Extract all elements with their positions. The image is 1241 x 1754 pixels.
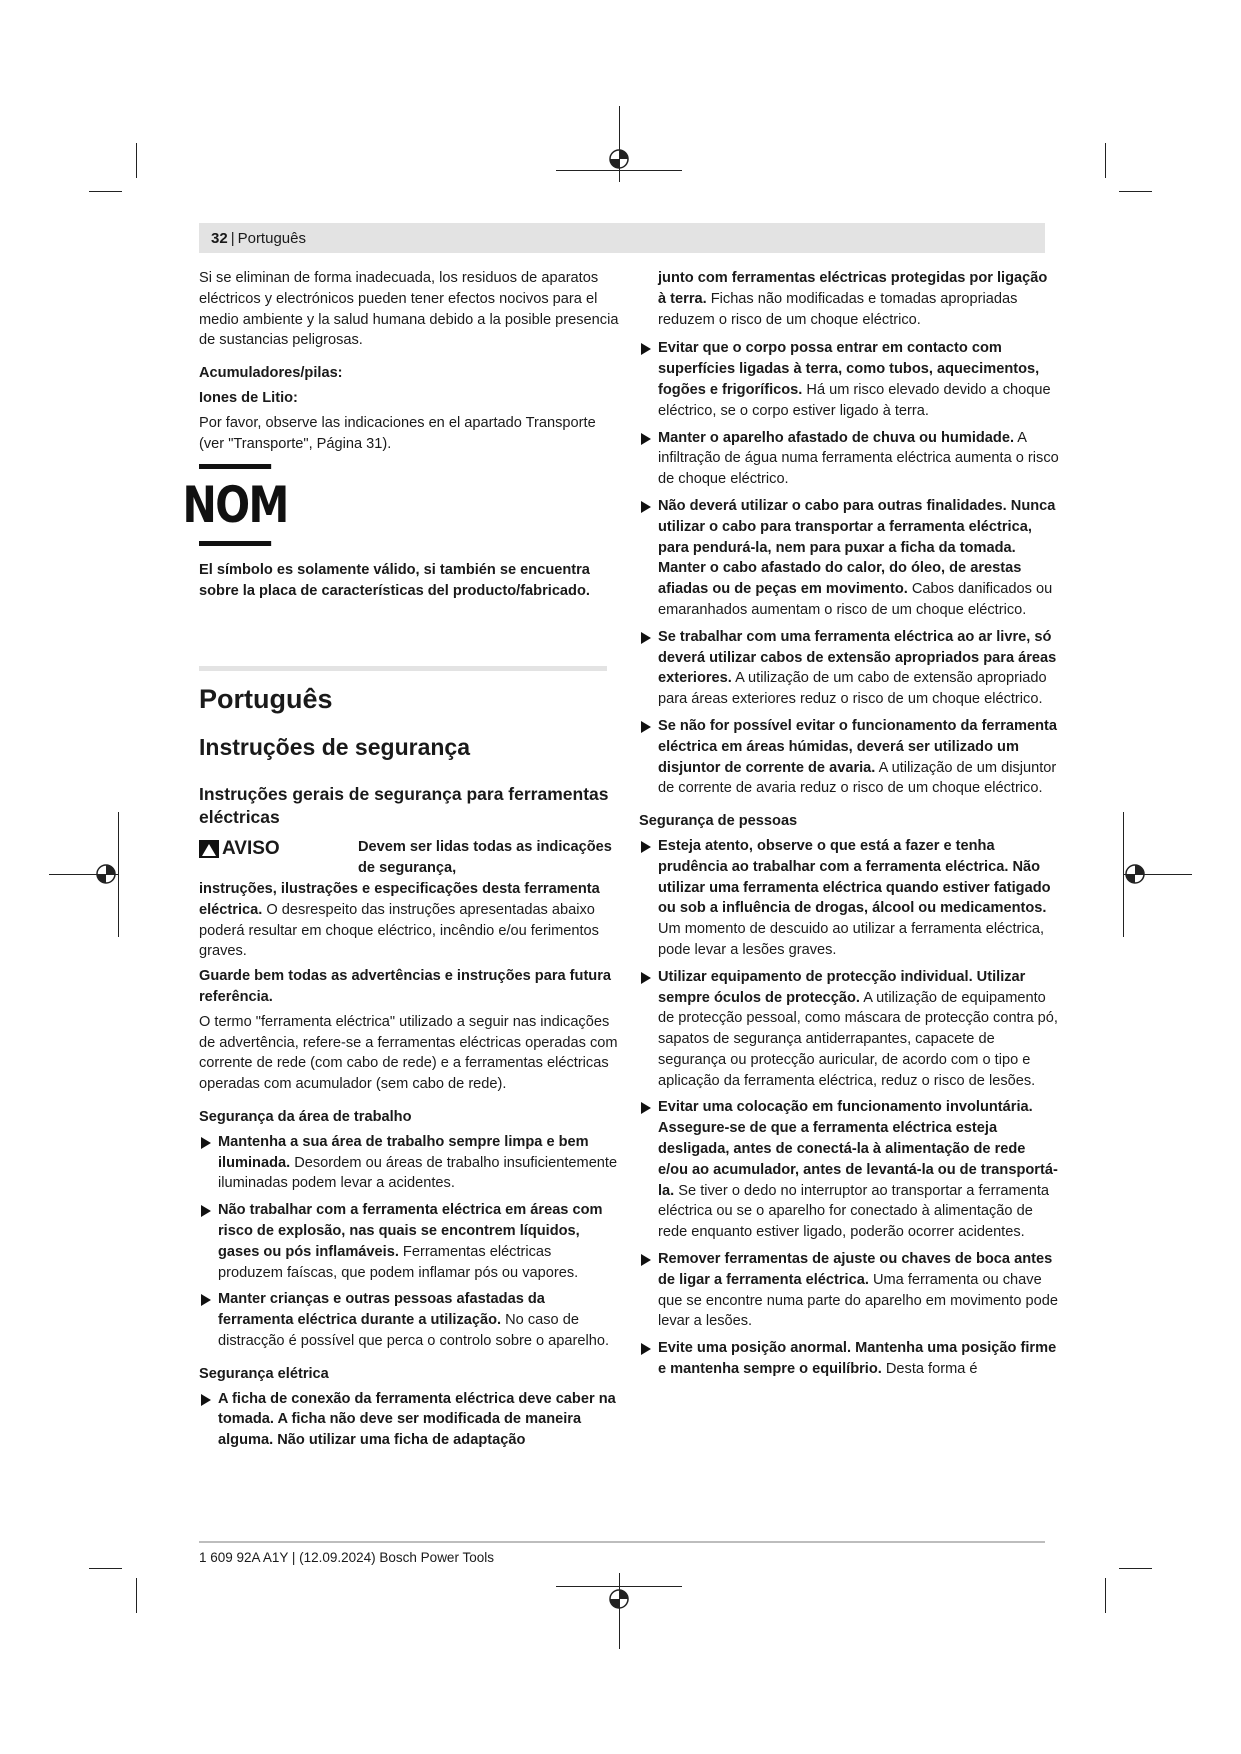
list-item (639, 1249, 1059, 1332)
electrical-list-start (199, 1389, 619, 1451)
list-item (639, 967, 1059, 1092)
persons-list (639, 836, 1059, 1380)
work-area-heading: Segurança da área de trabalho (199, 1108, 412, 1125)
list-item-text: Cabos danificados ou emaranhados aumentam o risco de um choque eléctrico. (658, 581, 1053, 618)
list-item-text: Há um risco elevado devido a choque eléctrico, se o corpo estiver ligado à terra. (658, 381, 1051, 419)
list-item (639, 496, 1059, 621)
list-item (639, 1097, 1059, 1243)
list-item (199, 1200, 619, 1283)
registration-line (556, 170, 682, 171)
continuation-text: Fichas não modificadas e tomadas apropriadas reduzem o risco de um choque eléctrico. (658, 290, 1018, 328)
list-item-bold: Evitar que o corpo possa entrar em contacto com superfícies ligadas à terra, como tubos, aquecimentos, fogões e frigoríficos. (658, 340, 1040, 398)
registration-target-icon (608, 1588, 630, 1610)
list-item-bold: Evite uma posição anormal. Mantenha uma posição firme e mantenha sempre o equilíbrio. (658, 1340, 1057, 1378)
nom-logo: NOM (199, 464, 271, 546)
registration-line (118, 812, 119, 937)
page-header (199, 223, 1045, 253)
list-item-text: Ferramentas eléctricas produzem faíscas, que podem inflamar pós ou vapores. (218, 1243, 579, 1281)
right-column (639, 268, 1059, 1380)
list-item (639, 627, 1059, 710)
list-item-text: Desta forma é (881, 1361, 978, 1378)
list-item (639, 716, 1059, 799)
list-item-text: A infiltração de água numa ferramenta eléctrica aumenta o risco de choque eléctrico. (658, 429, 1059, 488)
list-item-bold: Remover ferramentas de ajuste ou chaves de boca antes de ligar a ferramenta eléctrica. (658, 1251, 1053, 1288)
list-item (639, 836, 1059, 961)
work-area-list (199, 1132, 619, 1352)
registration-target-icon (1124, 863, 1146, 885)
crop-mark (136, 1578, 137, 1613)
list-item-bold: Se trabalhar com uma ferramenta eléctrica ao ar livre, só deverá utilizar cabos de extensão apropriados para áreas exteriores. (658, 628, 1057, 687)
subsection-title: Instruções gerais de segurança para ferramentas eléctricas (199, 783, 609, 827)
warning-cont-bold: instruções, ilustrações e especificações desta ferramenta eléctrica. (199, 880, 600, 918)
registration-line (619, 1573, 620, 1649)
registration-line (556, 1586, 682, 1587)
batteries-heading: Acumuladores/pilas: (199, 365, 343, 382)
crop-mark (1105, 143, 1106, 178)
list-item-bold: Utilizar equipamento de protecção individual. Utilizar sempre óculos de protecção. (658, 968, 1026, 1006)
list-item-text: A utilização de equipamento de protecção pessoal, como máscara de protecção contra pó, sapatos de segurança antiderrapantes, capacete de segurança ou protecção auricular, de acordo com o tipo e aplicação da ferramenta eléctrica, reduz o risco de lesões. (658, 989, 1058, 1089)
keep-instructions: Guarde bem todas as advertências e instruções para futura referência. (199, 968, 612, 1005)
footer-rule (199, 1541, 1045, 1543)
list-item (639, 338, 1059, 421)
list-item-bold: Manter o aparelho afastado de chuva ou humidade. (658, 429, 1014, 446)
continuation-bold: junto com ferramentas eléctricas protegidas por ligação à terra. (658, 270, 1048, 307)
page-number: 32 (211, 229, 228, 247)
list-item-text: Desordem ou áreas de trabalho insuficientemente iluminadas podem levar a acidentes. (218, 1154, 618, 1192)
header-separator: | (230, 229, 235, 247)
list-item-bold: Manter crianças e outras pessoas afastadas da ferramenta eléctrica durante a utilização. (218, 1291, 545, 1329)
warning-label-text: AVISO (222, 837, 280, 859)
list-item-text: Se tiver o dedo no interruptor ao transportar a ferramenta eléctrica ou se o aparelho for conectado à alimentação de rede enquanto estiver ligado, poderão ocorrer acidentes. (658, 1182, 1050, 1241)
persons-heading: Segurança de pessoas (639, 813, 798, 830)
header-language: Português (237, 229, 306, 247)
term-definition: O termo "ferramenta eléctrica" utilizado a seguir nas indicações de advertência, refere-se a ferramentas eléctricas operadas com corrente de rede (com cabo de rede) e a ferramentas eléctricas operadas com acumulador (sem cabo de rede). (199, 1013, 618, 1093)
language-title: Português (199, 683, 333, 714)
list-item-text: A utilização de um disjuntor de corrente de avaria reduz o risco de um choque eléctrico. (658, 759, 1057, 797)
warning-label (199, 839, 280, 860)
list-item-text: Uma ferramenta ou chave que se encontre numa parte do aparelho em movimento pode levar a lesões. (658, 1271, 1058, 1330)
crop-mark (89, 1568, 122, 1569)
list-item-text: No caso de distracção é possível que perca o controlo sobre o aparelho. (218, 1312, 610, 1349)
section-title: Instruções de segurança (199, 733, 470, 760)
spanish-disposal-paragraph: Si se eliminan de forma inadecuada, los residuos de aparatos eléctricos y electrónicos pueden tener efectos nocivos para el medio ambiente y la salud humana debido a la posible presencia de sustancias peligrosas. (199, 270, 619, 349)
list-item-bold: Não deverá utilizar o cabo para outras finalidades. Nunca utilizar o cabo para transportar a ferramenta eléctrica, para pendurá-la, nem para puxar a ficha da tomada. Manter o cabo afastado do calor, do óleo, de arestas afiadas ou de peças em movimento. (658, 497, 1056, 598)
warning-lead: Devem ser lidas todas as indicações de segurança, (358, 838, 612, 876)
list-item (199, 1132, 619, 1194)
warning-cont-text: O desrespeito das instruções apresentadas abaixo poderá resultar em choque eléctrico, incêndio e/ou ferimentos graves. (199, 901, 599, 960)
list-item-bold: Se não for possível evitar o funcionamento da ferramenta eléctrica em áreas húmidas, deverá ser utilizado um disjuntor de corrente de avaria. (658, 717, 1057, 776)
registration-target-icon (95, 863, 117, 885)
crop-mark (1119, 191, 1152, 192)
electrical-list (639, 338, 1059, 799)
lithium-heading: Iones de Litio: (199, 389, 298, 406)
warning-triangle-icon (199, 840, 219, 858)
crop-mark (1119, 1568, 1152, 1569)
page-footer: 1 609 92A A1Y | (12.09.2024) Bosch Power Tools (199, 1550, 494, 1565)
list-item-text: Um momento de descuido ao utilizar a ferramenta eléctrica, pode levar a lesões graves. (658, 921, 1045, 958)
left-column (182, 268, 619, 1451)
crop-mark (1105, 1578, 1106, 1613)
list-item-bold: Esteja atento, observe o que está a fazer e tenha prudência ao trabalhar com a ferramenta eléctrica. Não utilizar uma ferramenta eléctrica quando estiver fatigado ou sob a influência de drogas, álcool ou medicamentos. (658, 837, 1051, 917)
electrical-heading: Segurança elétrica (199, 1365, 329, 1382)
continuation-paragraph (639, 268, 1059, 330)
section-divider (199, 666, 607, 671)
registration-target-icon (608, 148, 630, 170)
list-item-text: A utilização de um cabo de extensão apropriado para áreas exteriores reduz o risco de um choque eléctrico. (658, 670, 1047, 708)
list-item-bold: Mantenha a sua área de trabalho sempre limpa e bem iluminada. (218, 1133, 589, 1171)
list-item-bold: Não trabalhar com a ferramenta eléctrica em áreas com risco de explosão, nas quais se encontrem líquidos, gases ou pós inflamáveis. (218, 1202, 603, 1260)
warning-row (199, 837, 619, 879)
nom-note: El símbolo es solamente válido, si también se encuentra sobre la placa de características del producto/fabricado. (199, 562, 590, 600)
warning-continuation (199, 879, 619, 962)
list-item-bold: Evitar uma colocação em funcionamento involuntária. Assegure-se de que a ferramenta eléctrica esteja desligada, antes de conectá-la à alimentação de rede e/ou ao acumulador, antes de levantá-la ou de transportá-la. (658, 1099, 1058, 1199)
transport-note: Por favor, observe las indicaciones en el apartado Transporte (ver "Transporte", Página 31). (199, 414, 596, 452)
list-item (639, 1338, 1059, 1380)
crop-mark (136, 143, 137, 178)
crop-mark (89, 191, 122, 192)
list-item: A ficha de conexão da ferramenta eléctrica deve caber na tomada. A ficha não deve ser modificada de maneira alguma. Não utilizar uma ficha de adaptação (199, 1389, 619, 1451)
list-item (199, 1289, 619, 1351)
list-item (639, 428, 1059, 490)
